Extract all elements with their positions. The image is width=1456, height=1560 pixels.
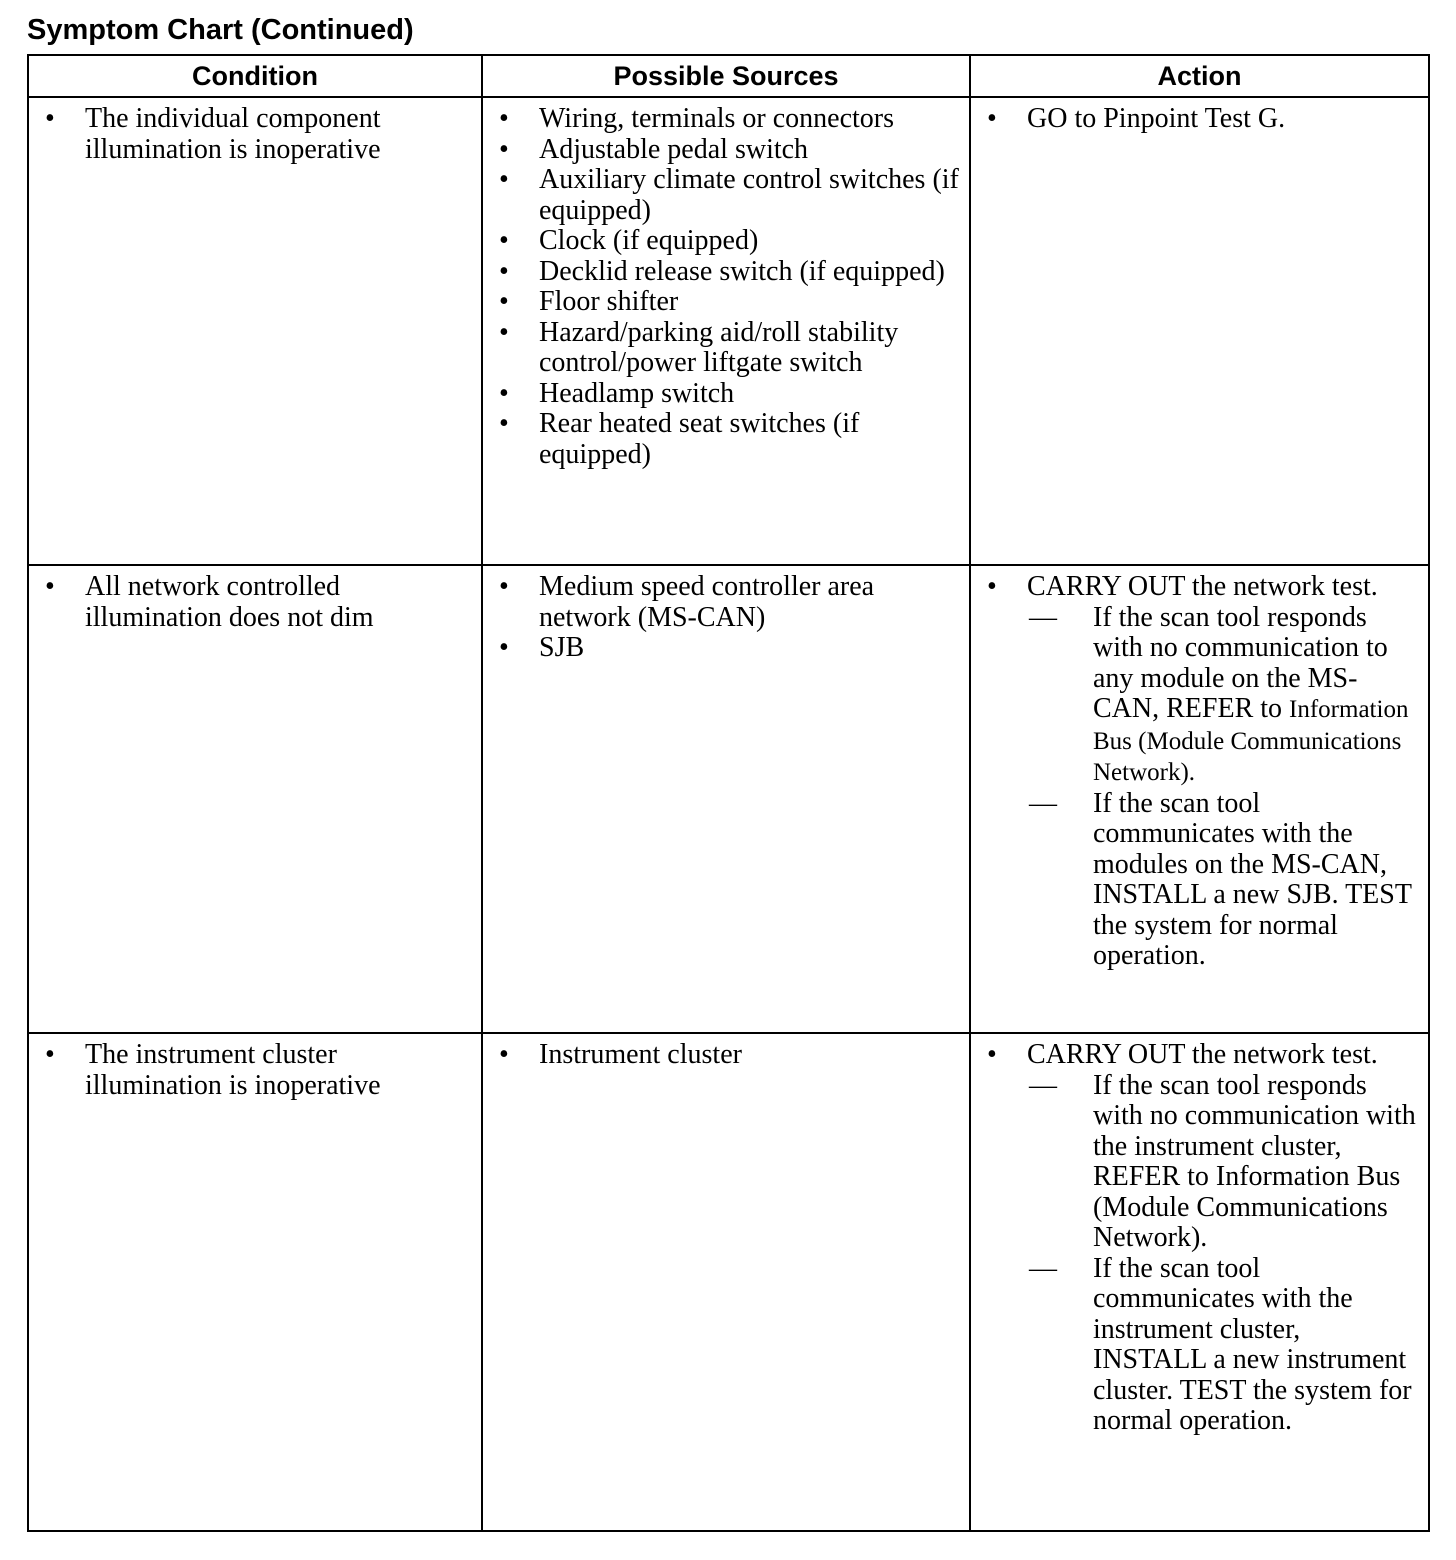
header-possible-sources: Possible Sources [482,55,970,97]
sources-cell [482,1033,970,1531]
table-row [28,1033,1429,1531]
action-item [971,572,1418,972]
condition-item: • The individual component illumination is inoperative [29,104,471,165]
action-cell [970,565,1429,1033]
action-item: • GO to Pinpoint Test G. [971,104,1418,135]
sub-action-reference: Information Bus (Module Communications Network). [1093,696,1409,786]
sub-action-item: — If the scan tool communicates with the instrument cluster, INSTALL a new instrument cluster. TEST the system for normal operation. [1027,1254,1418,1437]
action-cell [970,97,1429,565]
header-action: Action [970,55,1429,97]
source-item: • SJB [483,633,959,664]
condition-cell [28,97,482,565]
source-item: • Instrument cluster [483,1040,959,1071]
header-row [28,55,1429,97]
source-item: • Rear heated seat switches (if equipped) [483,409,959,470]
action-text: CARRY OUT the network test. [1027,1039,1378,1070]
condition-item: • The instrument cluster illumination is inoperative [29,1040,471,1101]
sources-cell [482,97,970,565]
source-item: • Floor shifter [483,287,959,318]
header-condition: Condition [28,55,482,97]
condition-cell [28,1033,482,1531]
sub-action-item: — If the scan tool responds with no communication with the instrument cluster, REFER to Information Bus (Module Communications Network). [1027,1071,1418,1254]
source-item: • Auxiliary climate control switches (if equipped) [483,165,959,226]
sub-action-item: — If the scan tool communicates with the modules on the MS-CAN, INSTALL a new SJB. TEST the system for normal operation. [1027,789,1418,972]
action-cell [970,1033,1429,1531]
source-item: • Wiring, terminals or connectors [483,104,959,135]
sub-action-text: If the scan tool responds with no communication to any module on the MS-CAN, REFER to [1093,601,1388,724]
source-item: • Adjustable pedal switch [483,135,959,166]
table-row [28,97,1429,565]
symptom-chart-table [27,54,1430,1532]
condition-cell [28,565,482,1033]
condition-item: • All network controlled illumination does not dim [29,572,471,633]
source-item: • Headlamp switch [483,379,959,410]
source-item: • Hazard/parking aid/roll stability control/power liftgate switch [483,318,959,379]
source-item: • Decklid release switch (if equipped) [483,257,959,288]
sources-cell [482,565,970,1033]
source-item: • Clock (if equipped) [483,226,959,257]
page-title: Symptom Chart (Continued) [27,14,414,46]
action-item [971,1040,1418,1437]
action-text: CARRY OUT the network test. [1027,571,1378,602]
table-row [28,565,1429,1033]
sub-action-item [1027,603,1418,789]
source-item: • Medium speed controller area network (MS-CAN) [483,572,959,633]
